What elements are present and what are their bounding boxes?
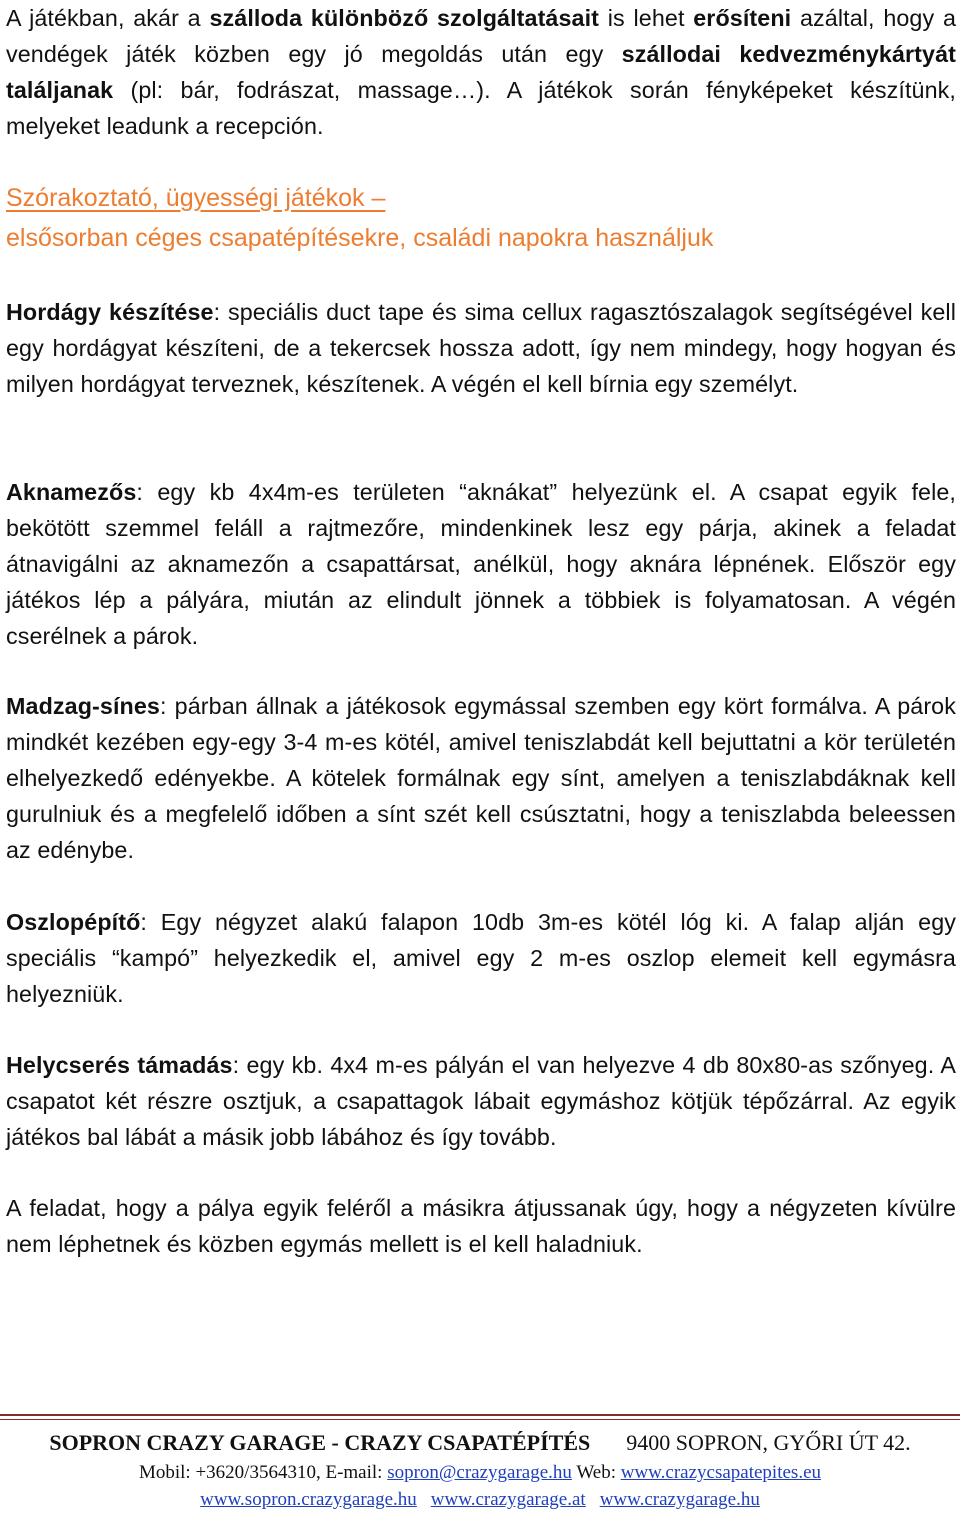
section-heading bbox=[6, 178, 956, 258]
game-title: Madzag-sínes bbox=[6, 693, 160, 719]
section-heading-line1: Szórakoztató, ügyességi játékok – bbox=[6, 184, 386, 212]
game-title: Helycserés támadás bbox=[6, 1052, 233, 1078]
intro-bold-2: erősíteni bbox=[693, 5, 792, 31]
game-paragraph-madzag-sines bbox=[6, 688, 956, 868]
closing-paragraph: A feladat, hogy a pálya egyik feléről a másikra átjussanak úgy, hogy a négyzeten kívülre nem léphetnek és közben egymás mellett is el kell haladniuk. bbox=[6, 1195, 956, 1257]
footer-company: SOPRON CRAZY GARAGE - CRAZY CSAPATÉPÍTÉS bbox=[49, 1430, 591, 1455]
game-description: : speciális duct tape és sima cellux ragasztószalagok segítségével kell egy hordágyat készíteni, de a tekercsek hossza adott, így nem mindegy, hogy hogyan és milyen hordágyat terveznek, készítenek. A végén el kell bírnia egy személyt. bbox=[6, 299, 956, 397]
footer-divider-thin bbox=[0, 1419, 960, 1420]
footer-link-sopron[interactable]: www.sopron.crazygarage.hu bbox=[200, 1489, 417, 1510]
footer-link-hu[interactable]: www.crazygarage.hu bbox=[599, 1489, 760, 1510]
footer-address: 9400 SOPRON, GYŐRI ÚT 42. bbox=[626, 1430, 911, 1455]
game-description: : Egy négyzet alakú falapon 10db 3m-es kötél lóg ki. A falap alján egy speciális “kampó” helyezkedik el, amivel egy 2 m-es oszlop elemeit kell egymásra helyezniük. bbox=[6, 909, 956, 1007]
footer-email-link[interactable]: sopron@crazygarage.hu bbox=[387, 1462, 572, 1483]
game-paragraph-aknamezos bbox=[6, 474, 956, 654]
game-title: Aknamezős bbox=[6, 479, 137, 505]
footer-company-line bbox=[0, 1427, 960, 1459]
game-title: Oszlopépítő bbox=[6, 909, 141, 935]
footer-web-label: Web: bbox=[571, 1462, 621, 1483]
page-footer bbox=[0, 1427, 960, 1513]
game-description: : egy kb 4x4m-es területen “aknákat” helyezünk el. A csapat egyik fele, bekötött szemmel feláll a rajtmezőre, mindenkinek lesz egy párja, akinek a feladat átnavigálni az aknamezőn a csapattársat, anélkül, hogy aknára lépnének. Először egy játékos lép a pályára, miután az elindult jönnek a többiek is folyamatosan. A végén cserélnek a párok. bbox=[6, 479, 956, 649]
intro-text-2: is lehet bbox=[599, 5, 694, 31]
intro-bold-3: szállodai kedvezménykártyát találjanak bbox=[6, 41, 956, 103]
game-paragraph-helycsere bbox=[6, 1047, 956, 1155]
game-description: : egy kb. 4x4 m-es pályán el van helyezve 4 db 80x80-as szőnyeg. A csapatot két részre osztjuk, a csapattagok lábait egymáshoz kötjük tépőzárral. Az egyik játékos bal lábát a másik jobb lábához és így tovább. bbox=[6, 1052, 956, 1150]
game-description: : párban állnak a játékosok egymással szemben egy kört formálva. A párok mindkét kezében egy-egy 3-4 m-es kötél, amivel teniszlabdát kell bejuttatni a kör területén elhelyezkedő edényekbe. A kötelek formálnak egy sínt, amelyen a teniszlabdáknak kell gurulniuk és a megfelelő időben a sínt szét kell csúsztatni, hogy a teniszlabda beleessen az edénybe. bbox=[6, 693, 956, 863]
game-paragraph-oszlopepito bbox=[6, 904, 956, 1012]
intro-paragraph bbox=[6, 0, 956, 144]
footer-divider bbox=[0, 1414, 960, 1416]
intro-text-3: azáltal, hogy a vendégek játék közben egy jó megoldás után egy bbox=[6, 5, 957, 67]
intro-text-4: (pl: bár, fodrászat, massage…). A játékok során fényképeket készítünk, melyeket leadunk a recepción. bbox=[6, 77, 956, 139]
game-paragraph-hordagy bbox=[6, 294, 956, 402]
footer-mobile: Mobil: +3620/3564310, E-mail: bbox=[138, 1462, 388, 1483]
game-title: Hordágy készítése bbox=[6, 299, 214, 325]
footer-web-link[interactable]: www.crazycsapatepites.eu bbox=[620, 1462, 821, 1483]
intro-bold-1: szálloda különböző szolgáltatásait bbox=[209, 5, 600, 31]
intro-text-1: A játékban, akár a bbox=[6, 5, 210, 31]
footer-contact-line bbox=[0, 1459, 960, 1487]
footer-links-line bbox=[0, 1487, 960, 1513]
section-heading-line2: elsősorban céges csapatépítésekre, családi napokra használjuk bbox=[6, 224, 714, 252]
footer-link-at[interactable]: www.crazygarage.at bbox=[430, 1489, 586, 1510]
